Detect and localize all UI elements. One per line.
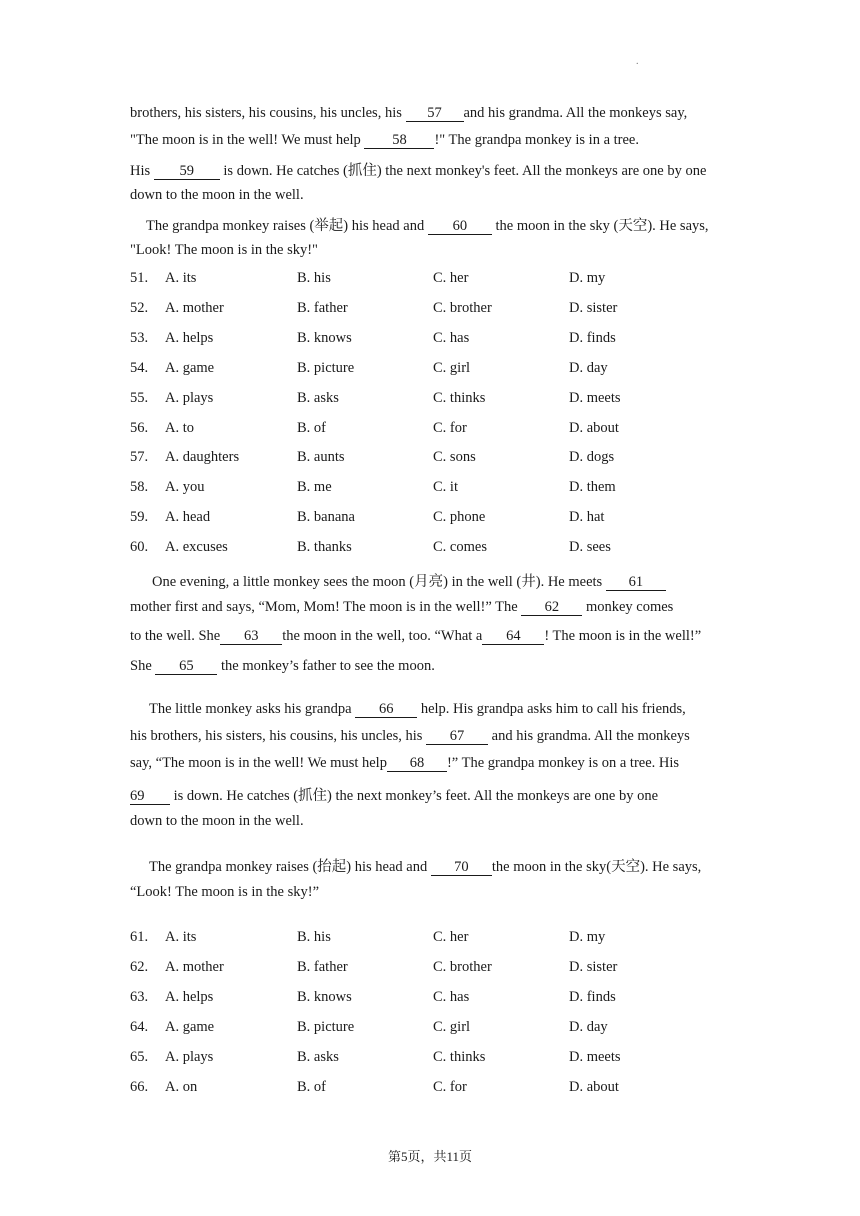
question-number: 62. (130, 958, 149, 975)
option-b: B. of (297, 419, 326, 436)
option-a: A. game (165, 359, 215, 376)
option-c: C. thinks (433, 1048, 486, 1065)
text: brothers, his sisters, his cousins, his uncles, his (130, 105, 406, 121)
blank-62: 62 (521, 600, 582, 616)
option-b: B. asks (297, 389, 339, 406)
option-a: A. on (165, 1078, 198, 1095)
option-b: B. banana (297, 509, 355, 526)
question-number: 61. (130, 929, 149, 945)
blank-59: 59 (154, 164, 220, 180)
text: The little monkey asks his grandpa (149, 701, 356, 717)
passage1-line: "Look! The moon is in the sky!" (130, 242, 318, 258)
option-b: B. thanks (297, 539, 352, 556)
question-number: 56. (130, 419, 149, 436)
option-row (130, 509, 770, 529)
passage2-line: “Look! The moon is in the sky!” (130, 884, 320, 900)
blank-61: 61 (606, 575, 666, 591)
question-number: 53. (130, 329, 149, 346)
question-number: 54. (130, 359, 149, 376)
option-d: D. about (569, 1078, 619, 1095)
question-number: 59. (130, 509, 149, 526)
text: "The moon is in the well! We must help (130, 132, 365, 148)
blank-64: 64 (482, 629, 544, 645)
option-b: B. me (297, 479, 332, 496)
option-d: D. sees (569, 539, 611, 556)
option-a: A. its (165, 270, 197, 286)
blank-58: 58 (364, 133, 434, 149)
option-a: A. plays (165, 1048, 214, 1065)
option-a: A. its (165, 929, 197, 945)
option-row (130, 1049, 770, 1069)
option-c: C. for (433, 419, 467, 436)
option-row (130, 449, 770, 469)
page-footer: 第5页，共11页 (387, 1149, 473, 1164)
text: is down. He catches (抓住) the next monkey’s feet. All the monkeys are one by one (170, 788, 659, 804)
question-number: 57. (130, 449, 149, 466)
option-row (130, 330, 770, 350)
option-c: C. brother (433, 299, 492, 316)
option-d: D. sister (569, 299, 618, 316)
option-b: B. father (297, 299, 348, 316)
option-d: D. day (569, 1018, 608, 1035)
passage2-line: down to the moon in the well. (130, 813, 304, 829)
option-a: A. helps (165, 329, 214, 346)
text: the moon in the well, too. “What a (282, 628, 483, 644)
option-a: A. you (165, 479, 205, 496)
option-d: D. my (569, 270, 606, 286)
option-d: D. sister (569, 958, 618, 975)
option-d: D. day (569, 359, 608, 376)
question-number: 60. (130, 539, 149, 556)
option-b: B. picture (297, 1018, 355, 1035)
option-d: D. meets (569, 1048, 621, 1065)
option-d: D. my (569, 929, 606, 945)
option-c: C. brother (433, 958, 492, 975)
option-d: D. hat (569, 509, 605, 526)
passage2-line (130, 599, 673, 616)
option-d: D. dogs (569, 449, 615, 466)
question-number: 63. (130, 988, 149, 1005)
text: help. His grandpa asks him to call his friends, (417, 701, 686, 717)
option-d: D. finds (569, 329, 616, 346)
passage2-line (149, 701, 686, 718)
text: !” The grandpa monkey is on a tree. His (446, 755, 680, 771)
text: to the well. She (130, 628, 221, 644)
option-a: A. game (165, 1018, 215, 1035)
option-d: D. meets (569, 389, 621, 406)
text: the moon in the sky(天空). He says, (491, 859, 702, 875)
text: She (130, 658, 156, 674)
option-c: C. comes (433, 539, 487, 556)
question-number: 65. (130, 1048, 149, 1065)
option-a: A. excuses (165, 539, 228, 556)
option-b: B. father (297, 958, 348, 975)
option-a: A. daughters (165, 449, 240, 466)
text: His (130, 163, 154, 179)
passage1-line: down to the moon in the well. (130, 187, 304, 203)
blank-63: 63 (220, 629, 282, 645)
passage2-line (130, 628, 701, 645)
option-row (130, 1079, 770, 1099)
passage1-line (146, 214, 709, 235)
option-b: B. asks (297, 1048, 339, 1065)
question-number: 55. (130, 389, 149, 406)
passage2-line (130, 755, 679, 772)
option-b: B. knows (297, 329, 352, 346)
option-row (130, 929, 770, 949)
option-c: C. girl (433, 1018, 471, 1035)
option-a: A. head (165, 509, 211, 526)
option-a: A. mother (165, 958, 224, 975)
question-number: 66. (130, 1078, 149, 1095)
option-c: C. has (433, 988, 470, 1005)
option-row (130, 959, 770, 979)
blank-60: 60 (428, 219, 492, 235)
option-d: D. finds (569, 988, 616, 1005)
text: mother first and says, “Mom, Mom! The moon is in the well!” The (130, 599, 522, 615)
text: The grandpa monkey raises (抬起) his head and (149, 859, 431, 875)
page-mark: . (636, 56, 639, 67)
option-a: A. to (165, 419, 194, 436)
passage2-line (130, 658, 435, 675)
option-b: B. of (297, 1078, 326, 1095)
text: is down. He catches (抓住) the next monkey's feet. All the monkeys are one by one (219, 163, 707, 179)
passage2-line (149, 855, 701, 876)
question-number: 52. (130, 299, 149, 316)
option-row (130, 270, 770, 290)
option-c: C. has (433, 329, 470, 346)
blank-68: 68 (387, 756, 447, 772)
blank-65: 65 (155, 659, 217, 675)
text: The grandpa monkey raises (举起) his head and (146, 218, 428, 234)
option-c: C. phone (433, 509, 486, 526)
option-b: B. knows (297, 988, 352, 1005)
option-row (130, 360, 770, 380)
passage1-line (130, 132, 639, 149)
option-row (130, 989, 770, 1009)
option-b: B. aunts (297, 449, 345, 466)
option-b: B. his (297, 270, 331, 286)
text: the moon in the sky (天空). He says, (491, 218, 709, 234)
passage2-line (152, 570, 666, 591)
option-row (130, 1019, 770, 1039)
option-row (130, 479, 770, 499)
text: the monkey’s father to see the moon. (217, 658, 435, 674)
question-number: 64. (130, 1018, 149, 1035)
text: and his grandma. All the monkeys say, (463, 105, 688, 121)
text: ! The moon is in the well!” (544, 628, 702, 644)
option-c: C. girl (433, 359, 471, 376)
option-a: A. helps (165, 988, 214, 1005)
passage2-line (130, 784, 658, 805)
question-number: 51. (130, 270, 149, 286)
option-b: B. his (297, 929, 331, 945)
blank-70: 70 (431, 860, 492, 876)
option-c: C. her (433, 929, 469, 945)
text: say, “The moon is in the well! We must help (130, 755, 387, 771)
option-a: A. plays (165, 389, 214, 406)
option-c: C. for (433, 1078, 467, 1095)
option-row (130, 300, 770, 320)
passage2-line (130, 728, 690, 745)
option-row (130, 539, 770, 559)
passage1-line (130, 105, 687, 122)
text: monkey comes (582, 599, 674, 615)
option-row (130, 390, 770, 410)
text: One evening, a little monkey sees the moon (月亮) in the well (井). He meets (152, 574, 606, 590)
blank-57: 57 (406, 106, 464, 122)
blank-66: 66 (355, 702, 417, 718)
option-b: B. picture (297, 359, 355, 376)
option-a: A. mother (165, 299, 224, 316)
passage1-line (130, 159, 706, 180)
blank-69: 69 (130, 789, 170, 805)
option-c: C. sons (433, 449, 476, 466)
text: !" The grandpa monkey is in a tree. (434, 132, 639, 148)
option-c: C. her (433, 270, 469, 286)
question-number: 58. (130, 479, 149, 496)
option-c: C. thinks (433, 389, 486, 406)
option-d: D. them (569, 479, 616, 496)
text: his brothers, his sisters, his cousins, his uncles, his (130, 728, 427, 744)
text: and his grandma. All the monkeys (488, 728, 690, 744)
option-c: C. it (433, 479, 458, 496)
blank-67: 67 (426, 729, 488, 745)
option-row (130, 420, 770, 440)
option-d: D. about (569, 419, 619, 436)
